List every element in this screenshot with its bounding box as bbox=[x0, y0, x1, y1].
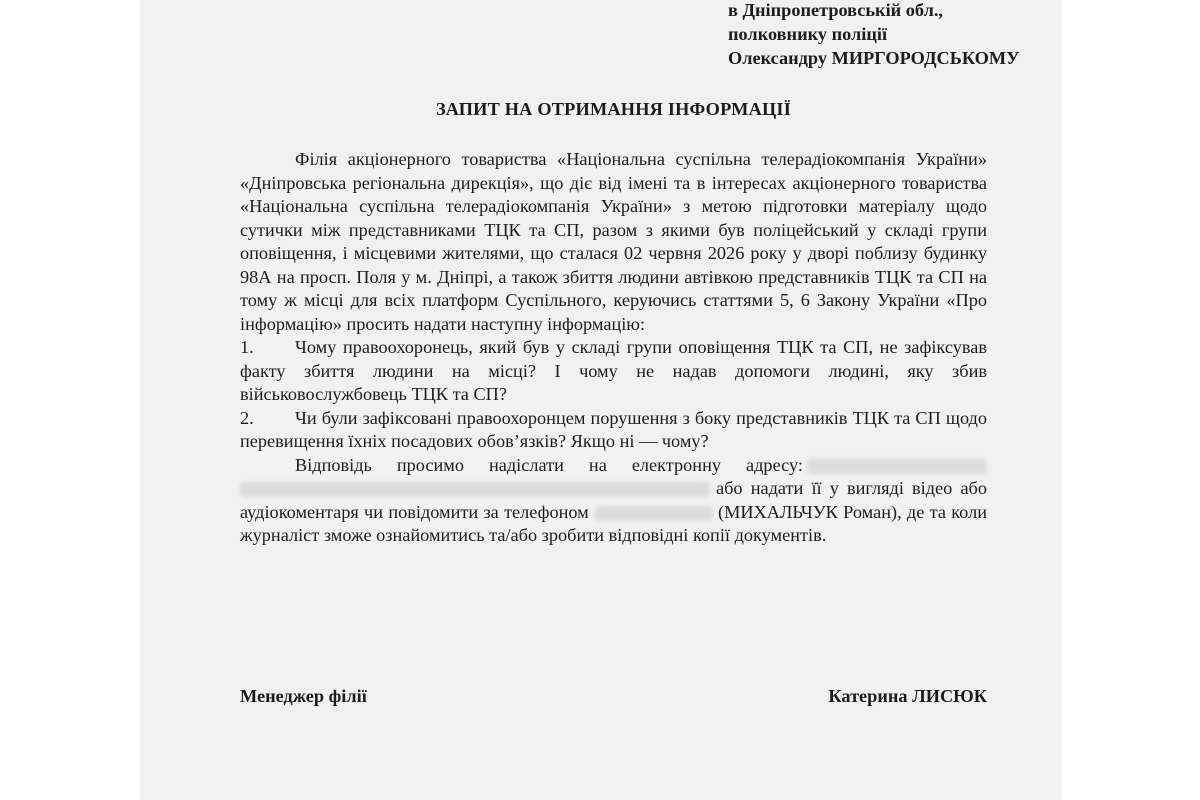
addressee-line-3: Олександру МИРГОРОДСЬКОМУ bbox=[728, 48, 1020, 68]
reply-text-2: або надати її у вигляді відео або аудіокоментаря чи повідомити за телефоном bbox=[240, 478, 987, 522]
redacted-email bbox=[807, 459, 987, 474]
redacted-email-continued bbox=[240, 482, 710, 497]
letter-body bbox=[240, 148, 987, 548]
reply-paragraph bbox=[240, 454, 987, 548]
signer-name: Катерина ЛИСЮК bbox=[828, 686, 987, 706]
signer-role: Менеджер філії bbox=[240, 686, 367, 706]
question-2-number: 2. bbox=[240, 407, 254, 428]
question-1-number: 1. bbox=[240, 337, 254, 357]
intro-paragraph: Філія акціонерного товариства «Національна суспільна телерадіокомпанія України» «Дніпровська регіональна дирекція», що діє від імені та в інтересах акціонерного товариства «Національна суспільна телерадіокомпанія України» з метою підготовки матеріалу щодо сутички між представниками ТЦК та СП, разом з якими був поліцейський у складі групи оповіщення, і місцевими жителями, що сталася 02 червня 2026 року у дворі поблизу будинку 98А на просп. Поля у м. Дніпрі, а також збиття людини автівкою представників ТЦК та СП на тому ж місці для всіх платформ Суспільного, керуючись статтями 5, 6 Закону України «Про інформацію» просить надати наступну інформацію: bbox=[240, 149, 987, 334]
question-2 bbox=[240, 407, 987, 454]
addressee-line-2: полковнику поліції bbox=[728, 24, 888, 44]
addressee-line-1: в Дніпропетровській обл., bbox=[728, 0, 943, 20]
question-2-text: Чи були зафіксовані правоохоронцем порушення з боку представників ТЦК та СП щодо перевищення їхніх посадових обов’язків? Якщо ні — чому? bbox=[240, 407, 987, 451]
document-page bbox=[140, 0, 1062, 800]
question-1 bbox=[240, 336, 987, 407]
document-title: ЗАПИТ НА ОТРИМАННЯ ІНФОРМАЦІЇ bbox=[435, 99, 792, 119]
redacted-phone bbox=[595, 506, 713, 521]
reply-text-1: Відповідь просимо надіслати на електронну адресу: bbox=[295, 454, 803, 475]
addressee-block bbox=[728, 0, 1020, 70]
question-1-text: Чому правоохоронець, який був у складі групи оповіщення ТЦК та СП, не зафіксував факту збиття людини на місці? І чому не надав допомоги людині, яку збив військовослужбовець ТЦК та СП? bbox=[240, 337, 987, 404]
reply-text-3: (МИХАЛЬЧУК Роман), де та коли журналіст зможе ознайомитись та/або зробити відповідні копії документів. bbox=[240, 501, 987, 545]
